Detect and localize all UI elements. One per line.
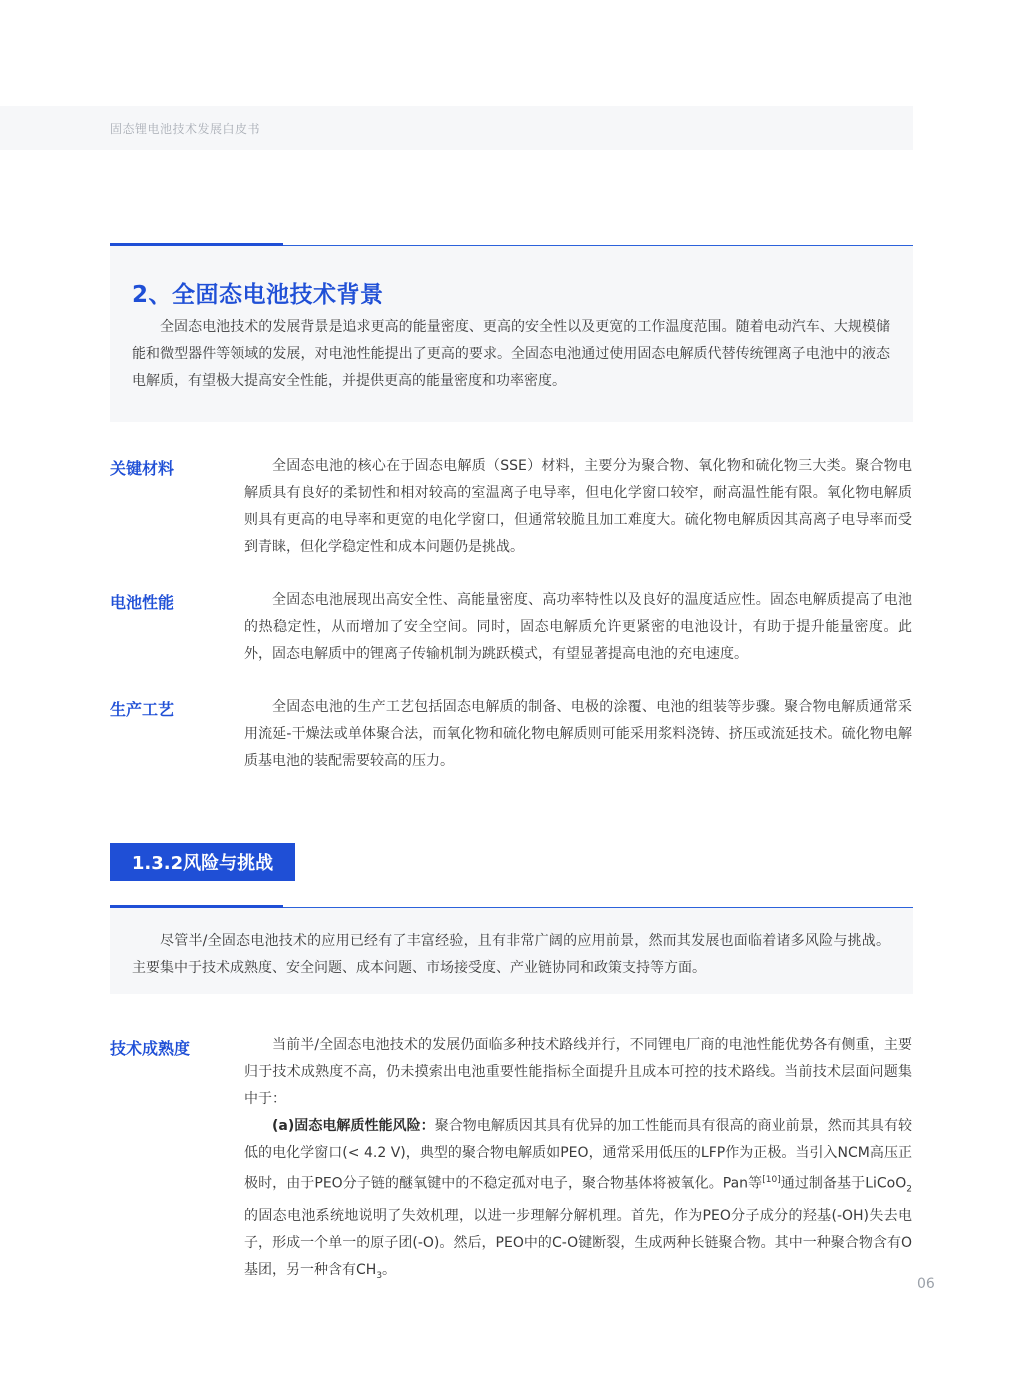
risk-text-part-1: 聚合物电解质因其具有优异的加工性能而具有很高的商业前景，然而其具有较低的电化学窗口(< 4.2 V)，典型的聚合物电解质如PEO，通常采用低压的LFP作为正极。当引入NCM高压正极时，由于PEO分子链的醚氧键中的不稳定孤对电子，聚合物基体将被氧化。Pan等 [244,1118,912,1192]
subsection-intro: 尽管半/全固态电池技术的应用已经有了丰富经验，且有非常广阔的应用前景，然而其发展也面临着诸多风险与挑战。主要集中于技术成熟度、安全问题、成本问题、市场接受度、产业链协同和政策支持等方面。 [132,933,890,976]
topic-text-process: 全固态电池的生产工艺包括固态电解质的制备、电极的涂覆、电池的组装等步骤。聚合物电解质通常采用流延-干燥法或单体聚合法，而氧化物和硫化物电解质则可能采用浆料浇铸、挤压或流延技术。硫化物电解质基电池的装配需要较高的压力。 [244,699,912,769]
topic-label-process: 生产工艺 [110,700,175,719]
risk-text-part-3: 的固态电池系统地说明了失效机理，以进一步理解分解机理。首先，作为PEO分子成分的羟基(-OH)失去电子，形成一个单一的原子团(-O)。然后，PEO中的C-O键断裂，生成两种长链聚合物。其中一种聚合物含有O基团，另一种含有CH [244,1208,912,1279]
topic-text-performance: 全固态电池展现出高安全性、高能量密度、高功率特性以及良好的温度适应性。固态电解质提高了电池的热稳定性，从而增加了安全空间。同时，固态电解质允许更紧密的电池设计，有助于提升能量密度。此外，固态电解质中的锂离子传输机制为跳跃模式，有望显著提高电池的充电速度。 [244,592,912,662]
risk-title: (a)固态电解质性能风险： [272,1118,435,1134]
topic-label-maturity: 技术成熟度 [110,1039,191,1058]
topic-text-maturity: 当前半/全固态电池技术的发展仍面临多种技术路线并行，不同锂电厂商的电池性能优势各有侧重，主要归于技术成熟度不高，仍未摸索出电池重要性能指标全面提升且成本可控的技术路线。当前技术层面问题集中于： [244,1037,912,1107]
risk-paragraph [244,1113,912,1290]
risk-text-part-4: 。 [382,1262,397,1279]
subscript-3: 3 [376,1271,383,1282]
subsection-heading: 1.3.2风险与挑战 [110,843,295,881]
topic-label-performance: 电池性能 [110,593,175,612]
citation-ref: [10] [762,1175,781,1185]
subscript-2: 2 [906,1184,912,1195]
topic-label-materials: 关键材料 [110,459,175,478]
section-intro: 全固态电池技术的发展背景是追求更高的能量密度、更高的安全性以及更宽的工作温度范围。随着电动汽车、大规模储能和微型器件等领域的发展，对电池性能提出了更高的要求。全固态电池通过使用固态电解质代替传统锂离子电池中的液态电解质，有望极大提高安全性能，并提供更高的能量密度和功率密度。 [132,319,890,389]
page-number: 06 [917,1276,935,1292]
topic-text-materials: 全固态电池的核心在于固态电解质（SSE）材料，主要分为聚合物、氧化物和硫化物三大类。聚合物电解质具有良好的柔韧性和相对较高的室温离子电导率，但电化学窗口较窄，耐高温性能有限。氧化物电解质则具有更高的电导率和更宽的电化学窗口，但通常较脆且加工难度大。硫化物电解质因其高离子电导率而受到青睐，但化学稳定性和成本问题仍是挑战。 [244,458,912,555]
risk-text-part-2: 通过制备基于LiCoO [780,1175,907,1192]
running-header-title: 固态锂电池技术发展白皮书 [110,122,261,136]
section-title: 2、全固态电池技术背景 [132,282,384,308]
